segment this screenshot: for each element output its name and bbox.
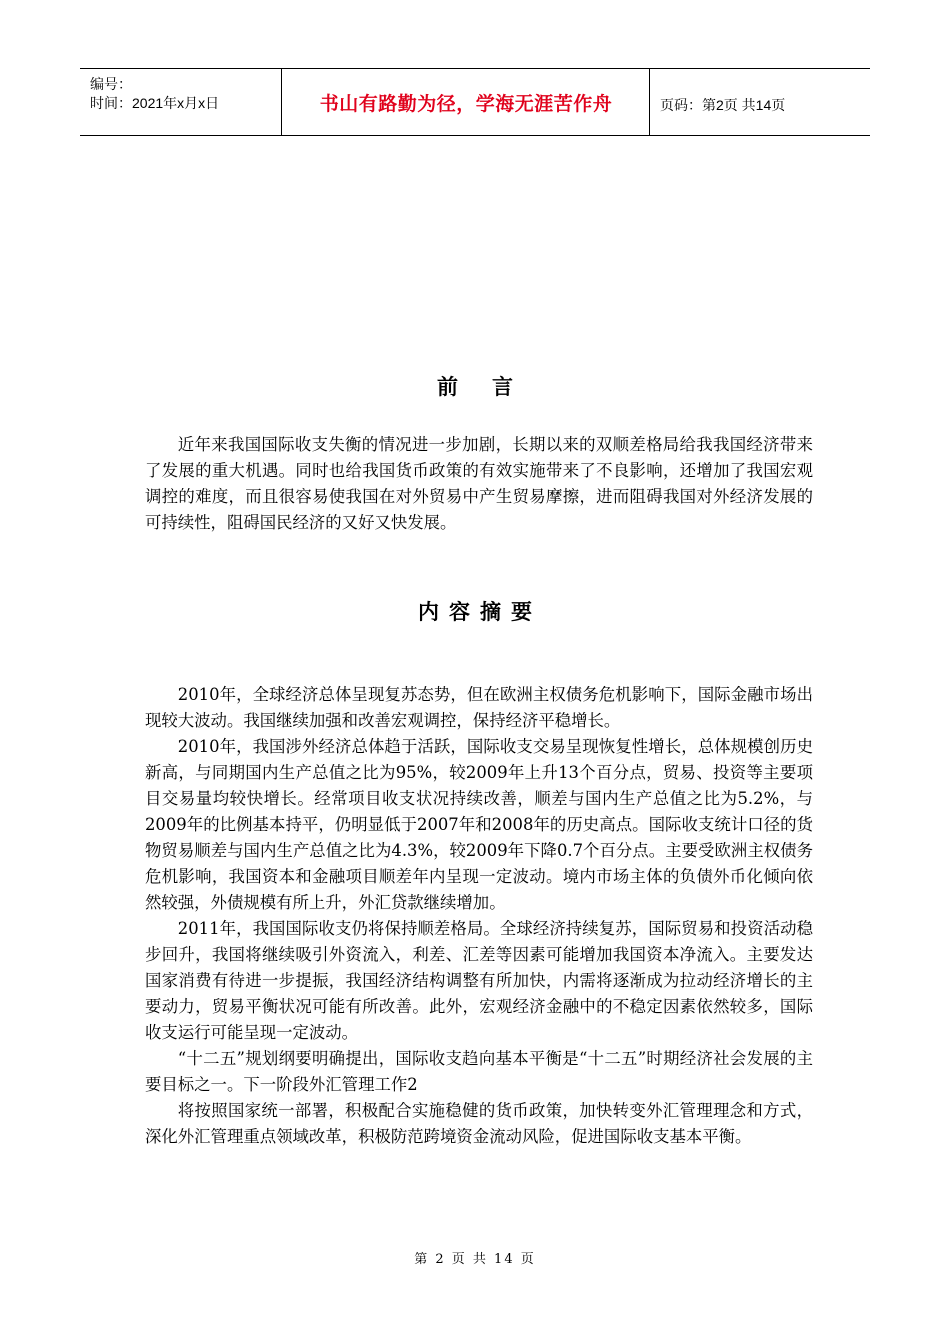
- preface-paragraph: 近年来我国国际收支失衡的情况进一步加剧，长期以来的双顺差格局给我我国经济带来了发展的重大机遇。同时也给我国货币政策的有效实施带来了不良影响，还增加了我国宏观调控的难度，而且很容易使我国在对外贸易中产生贸易摩擦，进而阻碍我国对外经济发展的可持续性，阻碍国民经济的又好又快发展。: [145, 435, 813, 532]
- header-page-cell: [650, 69, 870, 135]
- header-motto-cell: [282, 69, 650, 135]
- summary-paragraph-3: 2011年，我国国际收支仍将保持顺差格局。全球经济持续复苏，国际贸易和投资活动稳步回升，我国将继续吸引外资流入，利差、汇差等因素可能增加我国资本净流入。主要发达国家消费有待进一步提振，我国经济结构调整有所加快，内需将逐渐成为拉动经济增长的主要动力，贸易平衡状况可能有所改善。此外，宏观经济金融中的不稳定因素依然较多，国际收支运行可能呈现一定波动。: [145, 919, 813, 1042]
- summary-paragraph-5: 将按照国家统一部署，积极配合实施稳健的货币政策，加快转变外汇管理理念和方式，深化外汇管理重点领域改革，积极防范跨境资金流动风险，促进国际收支基本平衡。: [145, 1101, 813, 1146]
- page-footer: 第 2 页 共 14 页: [414, 1252, 536, 1267]
- header-info-cell: [80, 69, 282, 135]
- summary-paragraph-4: “十二五”规划纲要明确提出，国际收支趋向基本平衡是“十二五”时期经济社会发展的主要目标之一。下一阶段外汇管理工作2: [145, 1049, 813, 1094]
- preface-title: 前言: [437, 375, 547, 399]
- motto-text: 书山有路勤为径，学海无涯苦作舟: [319, 93, 613, 115]
- number-label: 编号：: [90, 76, 132, 92]
- summary-paragraph-1: 2010年，全球经济总体呈现复苏态势，但在欧洲主权债务危机影响下，国际金融市场出现较大波动。我国继续加强和改善宏观调控，保持经济平稳增长。: [145, 685, 813, 730]
- preface-body: [145, 432, 813, 536]
- page-code: 页码：第2页 共14页: [660, 97, 786, 113]
- document-header: [80, 68, 870, 136]
- time-label: 时间：2021年x月x日: [90, 95, 220, 111]
- summary-title: 内容摘要: [418, 600, 542, 624]
- summary-body: [145, 682, 813, 1150]
- summary-paragraph-2: 2010年，我国涉外经济总体趋于活跃，国际收支交易呈现恢复性增长，总体规模创历史新高，与同期国内生产总值之比为95%，较2009年上升13个百分点，贸易、投资等主要项目交易量均较快增长。经常项目收支状况持续改善，顺差与国内生产总值之比为5.2%，与2009年的比例基本持平，仍明显低于2007年和2008年的历史高点。国际收支统计口径的货物贸易顺差与国内生产总值之比为4.3%，较2009年下降0.7个百分点。主要受欧洲主权债务危机影响，我国资本和金融项目顺差年内呈现一定波动。境内市场主体的负债外币化倾向依然较强，外债规模有所上升，外汇贷款继续增加。: [145, 737, 813, 912]
